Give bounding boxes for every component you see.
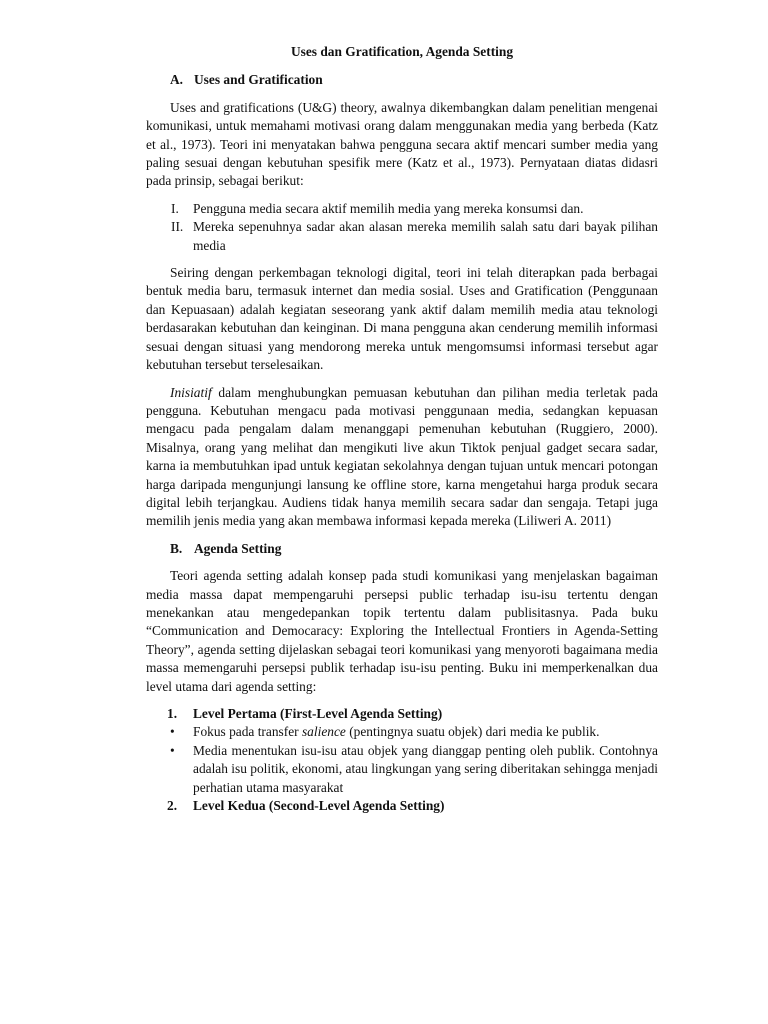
section-b-heading [146, 540, 658, 558]
document-title: Uses dan Gratification, Agenda Setting [290, 44, 514, 59]
level-2-title: Level Kedua (Second-Level Agenda Setting) [193, 798, 445, 814]
roman-text: Mereka sepenuhnya sadar akan alasan mereka memilih salah satu dari bayak pilihan media [193, 219, 658, 253]
section-b-label: B. [170, 540, 183, 556]
paragraph-1: Uses and gratifications (U&G) theory, awalnya dikembangkan dalam penelitian mengenai komunikasi, untuk memahami motivasi orang dalam menggunakan media yang berbeda (Katz et al., 1973). Teori ini menyatakan bahwa pengguna secara aktif mencari sumber media yang paling sesuai dengan kebutuhan spesifik mere (Katz et al., 1973). Pernyataan diatas didasri pada prinsip, sebagai berikut: [146, 99, 658, 189]
paragraph-3-italic: Inisiatif [170, 384, 212, 400]
bullet-item [146, 742, 658, 797]
document-content [146, 43, 658, 815]
paragraph-3-text: dalam menghubungkan pemuasan kebutuhan dan pilihan media terletak pada pengguna. Kebutuhan mengacu pada motivasi penggunaan media, sedangkan kepuasan mengacu pada pengalam dalam menanggapi pemenuhan kebutuhan (Ruggiero, 2000). Misalnya, orang yang melihat dan mengikuti live akun Tiktok penjual gadget secara sadar, karna ia membutuhkan ipad untuk kegiatan sekolahnya dengan tujuan untuk mencari potongan harga daripada mengunjungi lansung ke offline store, karna mengetahui harga produk secara digital lebih terjangkau. Audiens tidak hanya memilih secara sadar dan sengaja. Tetapi juga memilih jenis media yang akan membawa informasi kepada mereka (Liliweri A. 2011) [146, 384, 658, 529]
bullet-text: Fokus pada transfer salience (pentingnya suatu objek) dari media ke publik. [193, 724, 600, 740]
roman-item [146, 200, 658, 218]
level-1-title: Level Pertama (First-Level Agenda Setting) [193, 706, 443, 721]
bullet-italic: salience [301, 724, 346, 740]
roman-text: Pengguna media secara aktif memilih media yang mereka konsumsi dan. [193, 200, 584, 216]
paragraph-4: Teori agenda setting adalah konsep pada studi komunikasi yang menjelaskan bagaiman media massa dapat mempengaruhi persepsi public terhadap isu-isu tertentu dengan menekankan atau mengedepankan topik tertentu dalam publisitasnya. Pada buku “Communication and Democaracy: Exploring the Intellectual Frontiers in Agenda-Setting Theory”, agenda setting dijelaskan sebagai teori komunikasi yang menyoroti bagaimana media massa memengaruhi persepsi publik terhadap isu-isu penting. Buku ini memperkenalkan dua level utama dari agenda setting: [146, 568, 658, 694]
level-1-number: 1. [167, 706, 178, 721]
section-b-title: Agenda Setting [194, 540, 282, 556]
bullet-icon: • [170, 724, 175, 740]
roman-list [146, 200, 658, 255]
roman-number: II. [171, 219, 184, 235]
level-1-item [146, 705, 658, 723]
section-a-title: Uses and Gratification [194, 72, 323, 88]
roman-item [146, 218, 658, 255]
bullet-list [146, 723, 658, 797]
bullet-icon: • [170, 742, 175, 758]
paragraph-2: Seiring dengan perkembagan teknologi digital, teori ini telah diterapkan pada berbagai bentuk media baru, termasuk internet dan media sosial. Uses and Gratification (Penggunaan dan Kepuasaan) adalah kegiatan seseorang yank aktif dalam memilih media atau teknologi berdasarakan kebutuhan dan keinginan. Di mana pengguna akan cenderung memilih informasi sesuai dengan situasi yang mendorong mereka untuk mengomsumsi informasi tersebut agar kebutuhan tersebut terselesaikan. [146, 265, 658, 373]
bullet-item [146, 723, 658, 741]
section-a-heading [146, 71, 658, 89]
bullet-text: Media menentukan isu-isu atau objek yang dianggap penting oleh publik. Contohnya adalah isu politik, ekonomi, atau lingkungan yang sering diberitakan sehingga menjadi perhatian utama masyarakat [193, 742, 658, 795]
level-2-item [146, 797, 658, 815]
level-1-list [146, 705, 658, 723]
level-2-number: 2. [167, 798, 178, 814]
level-2-list [146, 797, 658, 815]
roman-number: I. [171, 200, 179, 216]
section-a-label: A. [170, 72, 184, 88]
paragraph-3 [146, 384, 658, 531]
